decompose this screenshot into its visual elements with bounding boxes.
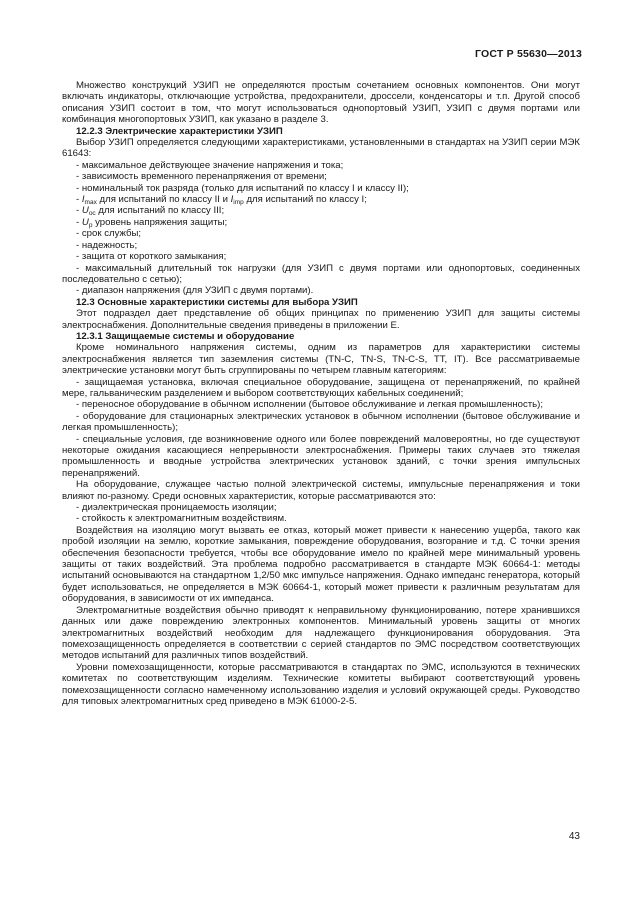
- paragraph: Кроме номинального напряжения системы, одним из параметров для характеристики системы электроснабжения является тип заземления системы (TN-C, TN-S, TN-C-S, TT, IT). Все рассматриваемые электрические установки могут быть сгруппированы по четырем главным категориям:: [62, 342, 580, 377]
- list-item: - защищаемая установка, включая специальное оборудование, защищена от перенапряжений, по крайней мере, гальваническим разделением и выбором соответствующих кабельных соединений;: [62, 376, 580, 399]
- list-item: - зависимость временного перенапряжения от времени;: [76, 171, 327, 183]
- page-number: 43: [568, 831, 580, 842]
- standard-code-header: ГОСТ Р 55630—2013: [474, 48, 582, 60]
- list-item: - максимальное действующее значение напряжения и тока;: [76, 159, 344, 171]
- section-heading-12-3: 12.3 Основные характеристики системы для выбора УЗИП: [76, 296, 358, 308]
- list-item: - номинальный ток разряда (только для испытаний по классу I и классу II);: [76, 182, 409, 194]
- list-dash: -: [76, 205, 82, 217]
- list-item: - диэлектрическая проницаемость изоляции;: [76, 502, 277, 514]
- list-item-up: [62, 217, 580, 228]
- list-item: - защита от короткого замыкания;: [76, 251, 227, 263]
- symbol-i: I: [230, 194, 234, 206]
- subscript-p: p: [88, 221, 93, 229]
- section-heading-12-2-3: 12.2.3 Электрические характеристики УЗИП: [76, 125, 283, 137]
- symbol-u: U: [81, 216, 89, 228]
- list-text: для испытаний по классу II и: [96, 194, 231, 206]
- list-text: для испытаний по классу I;: [243, 194, 367, 206]
- subscript-imp: imp: [233, 199, 244, 207]
- paragraph: Уровни помехозащищенности, которые рассматриваются в стандартах по ЭМС, используются в технических комитетах по соответствующим изделиям. Технические комитеты выбирают соответствующий уровень помехозащищенности согласно намеченному использованию изделия и условий окружающей среды. Руководство для типовых электромагнитных сред приведено в МЭК 61000-2-5.: [62, 661, 580, 707]
- subscript-max: max: [84, 199, 97, 207]
- list-item: - максимальный длительный ток нагрузки (для УЗИП с двумя портами или однопортовых, соединенных последовательно с сетью);: [62, 262, 580, 285]
- list-item: - специальные условия, где возникновение одного или более повреждений маловероятны, но где существуют некоторые ожидания касающиеся непрерывности электроснабжения. Примеры таких случаев это тяжелая промышленность и вводные устройства электрических установок зданий, с точки зрения импульсных перенапряжений.: [62, 433, 580, 479]
- list-dash: -: [76, 216, 82, 228]
- document-body: [62, 80, 580, 707]
- intro-paragraph: Множество конструкций УЗИП не определяются простым сочетанием основных компонентов. Они могут включать индикаторы, отключающие устройства, предохранители, дроссели, конденсаторы и т.п. Другой способ описания УЗИП состоит в том, что могут использоваться однопортовый УЗИП, УЗИП с двумя портами или комбинация многопортовых УЗИП, как указано в разделе 3.: [62, 80, 580, 126]
- list-item-imax-iimp: [62, 194, 580, 205]
- subscript-oc: oc: [88, 210, 96, 218]
- list-item: - надежность;: [76, 239, 138, 251]
- list-dash: -: [76, 194, 82, 206]
- list-item: - стойкость к электромагнитным воздействиям.: [76, 513, 287, 525]
- symbol-i: I: [81, 194, 85, 206]
- list-item-uoc: [62, 205, 580, 216]
- list-text: уровень напряжения защиты;: [92, 216, 228, 228]
- list-item: - диапазон напряжения (для УЗИП с двумя портами).: [76, 285, 314, 297]
- list-item: - переносное оборудование в обычном исполнении (бытовое обслуживание и легкая промышленность);: [76, 399, 544, 411]
- list-text: для испытаний по классу III;: [95, 205, 225, 217]
- section-12-3-paragraph: Этот подраздел дает представление об общих принципах по применению УЗИП для защиты системы электроснабжения. Дополнительные сведения приведены в приложении Е.: [62, 308, 580, 331]
- paragraph: Воздействия на изоляцию могут вызвать ее отказ, который может привести к нанесению ущерба, такого как пробой изоляции на землю, короткие замыкания, повреждение оборудования, возгорание и т.д. С точки зрения обеспечения безопасности требуется, чтобы все оборудование имело по крайней мере минимальный уровень защиты от таких воздействий. Эта проблема подробно рассматривается в стандарте МЭК 60664-1: методы испытаний основываются на стандартном 1,2/50 мкс импульсе напряжения. Однако импеданс генератора, который будет использоваться, не определяется в МЭК 60664-1, который может привести к различным результатам для оборудования, в зависимости от их импеданса.: [62, 524, 580, 605]
- list-item: - оборудование для стационарных электрических установок в обычном исполнении (бытовое обслуживание и легкая промышленность);: [62, 410, 580, 434]
- paragraph: Электромагнитные воздействия обычно приводят к неправильному функционированию, потере хранившихся данных или даже повреждению электронных компонентов. Минимальный уровень защиты от многих электромагнитных воздействий необходим для надлежащего функционирования оборудования. Эта помехозащищенность определяется в соответствии с серией стандартов по ЭМС посредством соответствующих методов испытаний для различных типов воздействий.: [62, 604, 580, 662]
- paragraph: На оборудование, служащее частью полной электрической системы, импульсные перенапряжения и токи влияют по-разному. Среди основных характеристик, которые рассматриваются это:: [62, 479, 580, 502]
- symbol-u: U: [81, 205, 89, 217]
- list-item: - срок службы;: [76, 228, 142, 240]
- section-heading-12-3-1: 12.3.1 Защищаемые системы и оборудование: [76, 330, 295, 342]
- section-12-2-3-lead: Выбор УЗИП определяется следующими характеристиками, установленными в стандартах на УЗИП серии МЭК 61643:: [62, 137, 580, 160]
